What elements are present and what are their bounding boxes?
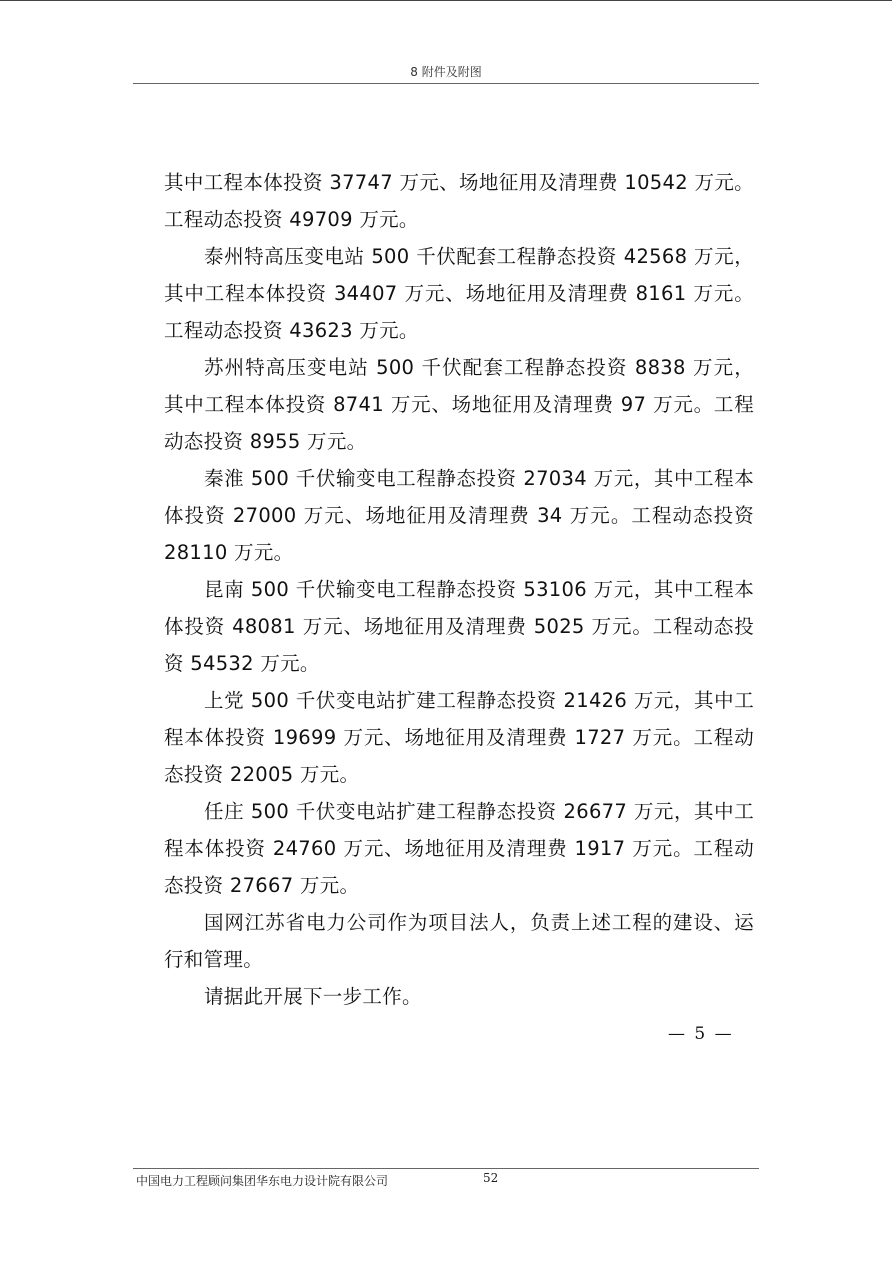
footer-page-number: 52 (483, 1171, 499, 1185)
footer-organization: 中国电力工程顾问集团华东电力设计院有限公司 (136, 1174, 389, 1188)
paragraph-3: 苏州特高压变电站 500 千伏配套工程静态投资 8838 万元，其中工程本体投资 8741 万元、场地征用及清理费 97 万元。工程动态投资 8955 万元。 (164, 356, 754, 453)
paragraph-9: 请据此开展下一步工作。 (204, 985, 422, 1008)
footer-divider (133, 1168, 759, 1169)
paragraph-8: 国网江苏省电力公司作为项目法人，负责上述工程的建设、运行和管理。 (164, 911, 754, 971)
document-body (164, 164, 754, 1015)
paragraph-5: 昆南 500 千伏输变电工程静态投资 53106 万元，其中工程本体投资 48081 万元、场地征用及清理费 5025 万元。工程动态投资 54532 万元。 (164, 578, 754, 675)
inner-page-number: — 5 — (668, 1024, 734, 1044)
page-header-title: 8 附件及附图 (410, 65, 482, 79)
paragraph-7: 任庄 500 千伏变电站扩建工程静态投资 26677 万元，其中工程本体投资 24760 万元、场地征用及清理费 1917 万元。工程动态投资 27667 万元。 (164, 800, 754, 897)
paragraph-6: 上党 500 千伏变电站扩建工程静态投资 21426 万元，其中工程本体投资 19699 万元、场地征用及清理费 1727 万元。工程动态投资 22005 万元。 (164, 689, 754, 786)
top-border (0, 0, 892, 1)
paragraph-4: 秦淮 500 千伏输变电工程静态投资 27034 万元，其中工程本体投资 27000 万元、场地征用及清理费 34 万元。工程动态投资 28110 万元。 (164, 467, 754, 564)
paragraph-2: 泰州特高压变电站 500 千伏配套工程静态投资 42568 万元，其中工程本体投资 34407 万元、场地征用及清理费 8161 万元。工程动态投资 43623 万元。 (164, 245, 754, 342)
paragraph-1: 其中工程本体投资 37747 万元、场地征用及清理费 10542 万元。工程动态投资 49709 万元。 (164, 171, 754, 231)
header-divider (133, 83, 759, 84)
